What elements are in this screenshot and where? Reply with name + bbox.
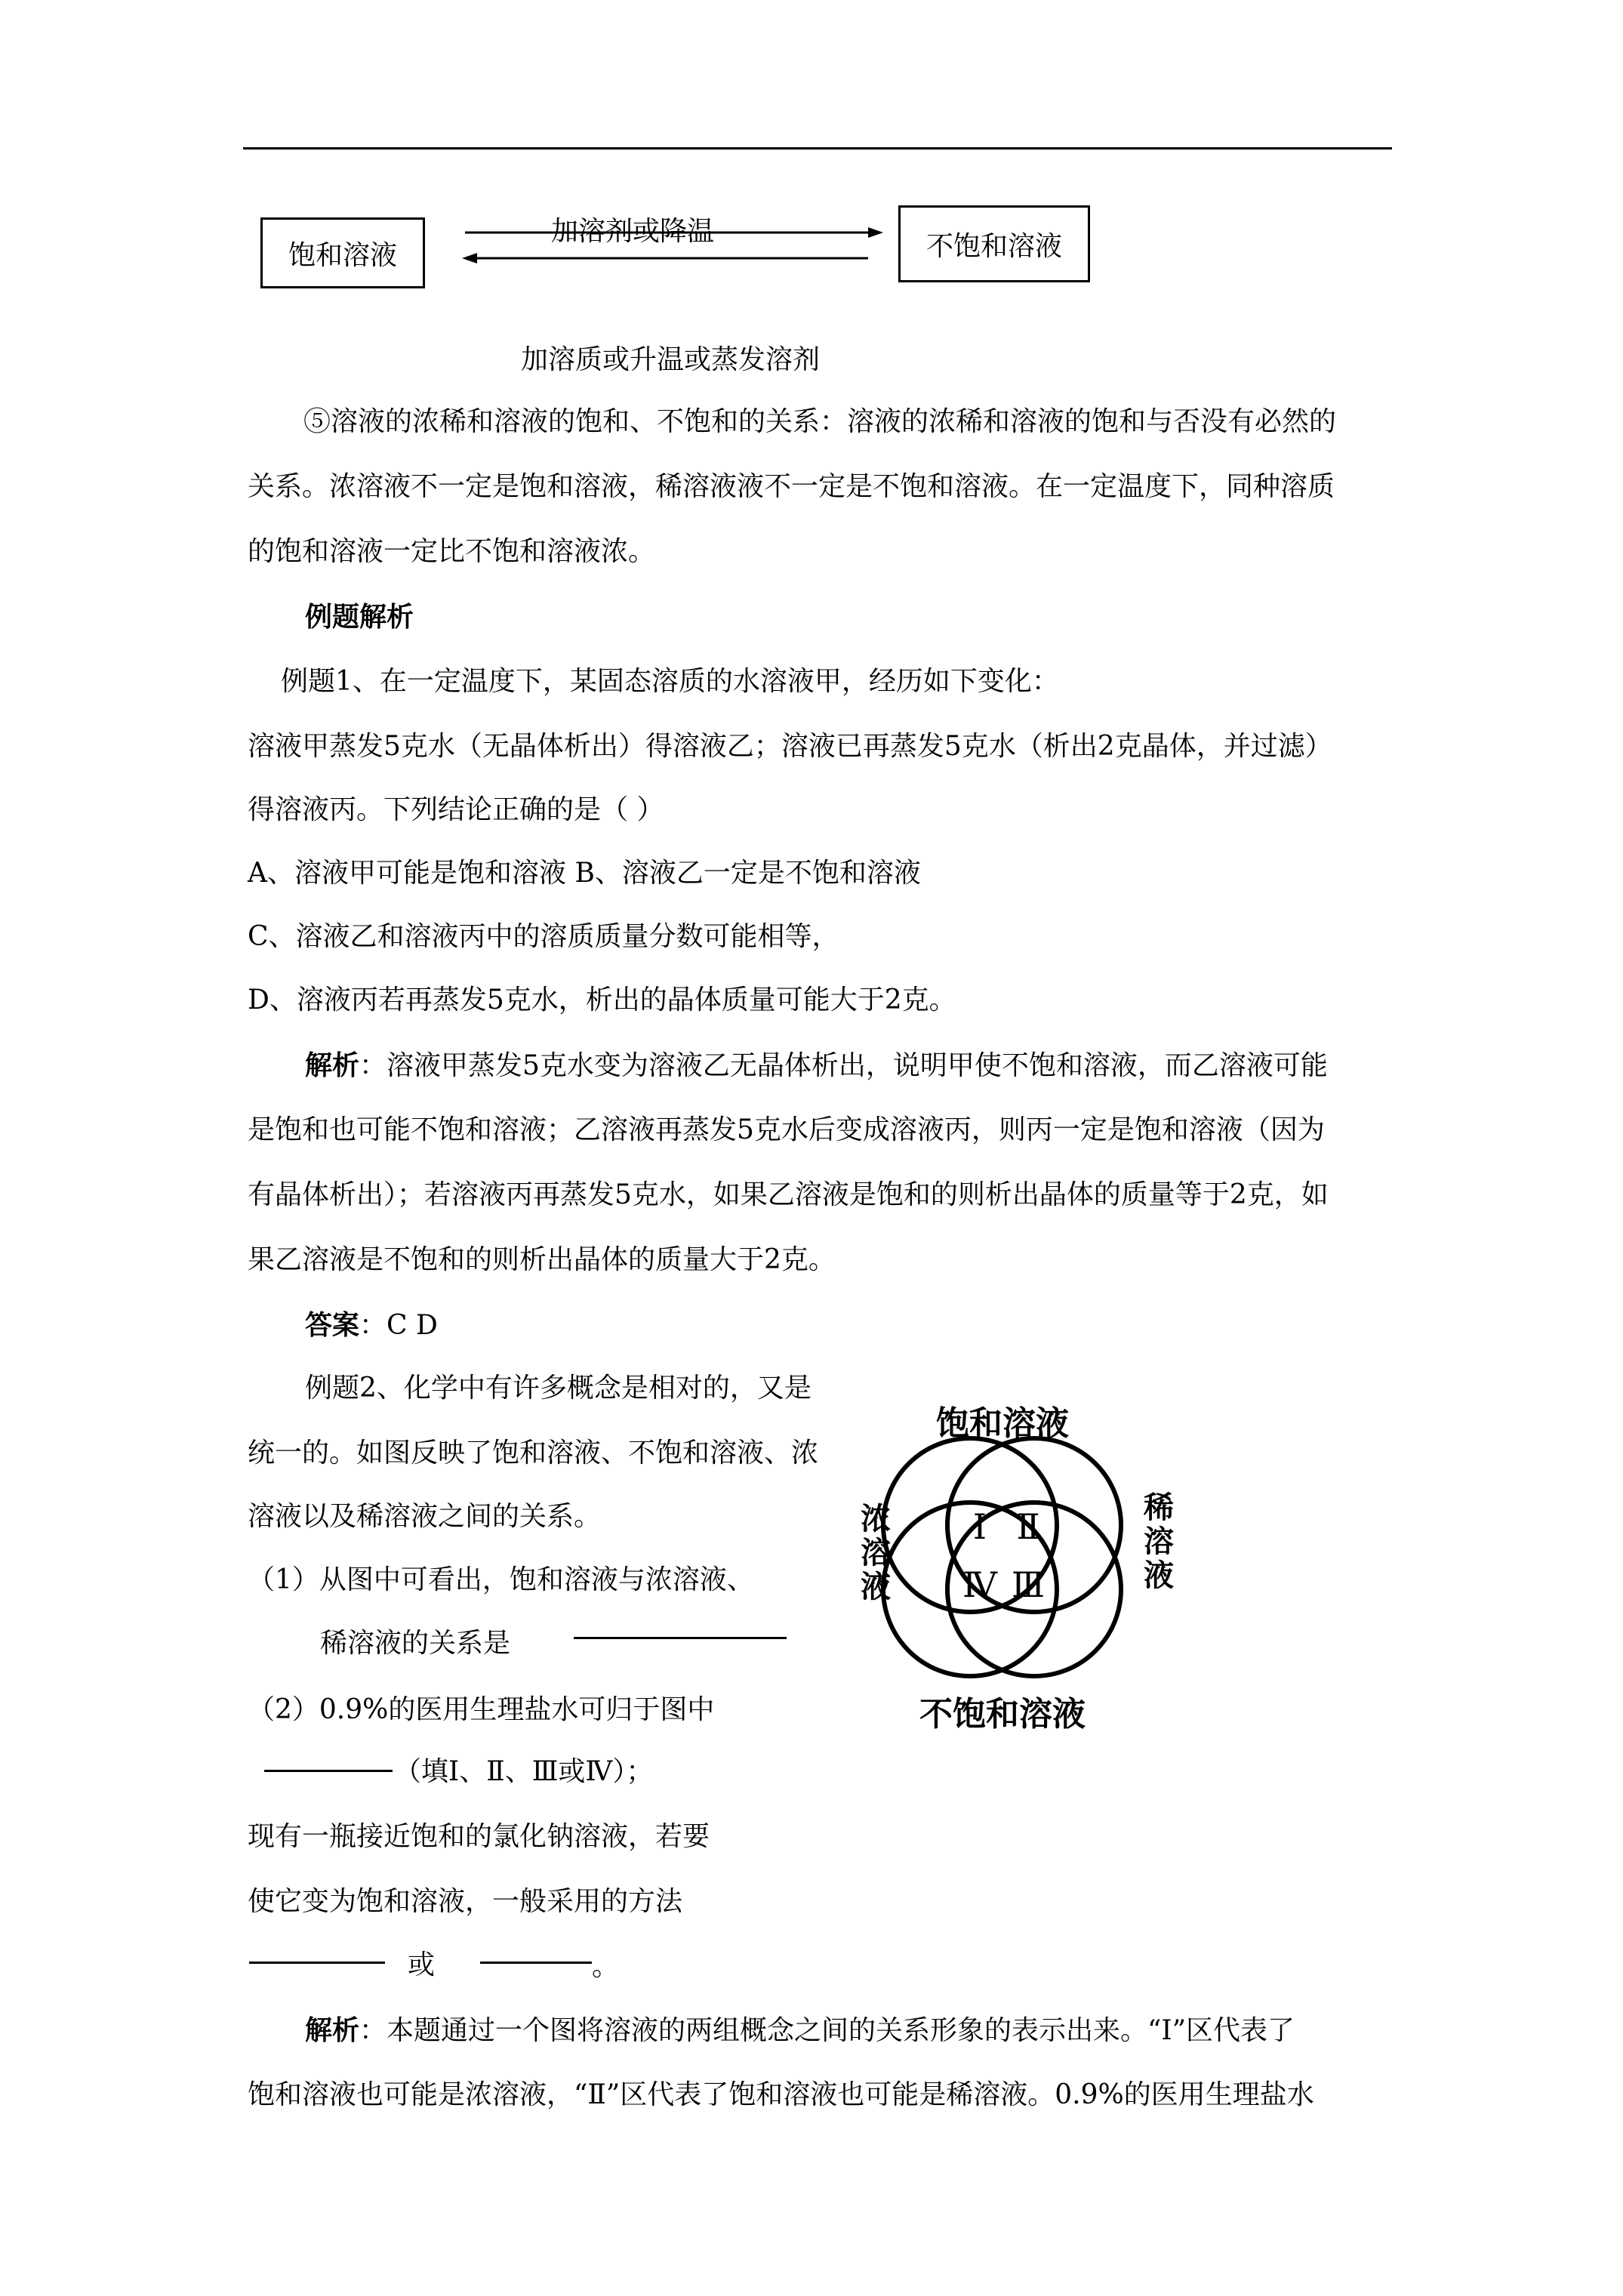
venn-region-3: Ⅲ (1011, 1564, 1046, 1605)
ex2-q2-line1: （2）0.9%的医用生理盐水可归于图中 (248, 1694, 715, 1725)
ex2-q1-line1: （1）从图中可看出，饱和溶液与浓溶液、 (248, 1564, 754, 1595)
ex2-q3-line1: 现有一瓶接近饱和的氯化钠溶液，若要 (248, 1821, 710, 1852)
ex1-option-c: C、溶液乙和溶液丙中的溶质质量分数可能相等， (248, 921, 839, 952)
ex2-q1-line2 (320, 1623, 510, 1664)
unsaturated-box-label: 不饱和溶液 (925, 230, 1062, 262)
ex2-q3-period: 。 (592, 1951, 620, 1982)
ex2-analysis-line2: 饱和溶液也可能是浓溶液，“Ⅱ”区代表了饱和溶液也可能是稀溶液。0.9%的医用生理盐水 (248, 2079, 1314, 2110)
ex1-answer (305, 1305, 438, 1346)
ex2-q2-line2: （填Ⅰ、Ⅱ、Ⅲ或Ⅳ）； (394, 1756, 654, 1787)
ex1-analysis-line2: 是饱和也可能不饱和溶液；乙溶液再蒸发5克水后变成溶液丙，则丙一定是饱和溶液（因为 (248, 1114, 1325, 1145)
ex2-intro-line2: 统一的。如图反映了饱和溶液、不饱和溶液、浓 (248, 1438, 819, 1469)
ex2-q1-blank (574, 1637, 787, 1639)
ex2-analysis-line1 (305, 2010, 1295, 2051)
saturated-box-label: 饱和溶液 (288, 239, 397, 271)
ex1-analysis-line1 (305, 1045, 1328, 1086)
ex2-intro-line1: 例题2、化学中有许多概念是相对的，又是 (305, 1373, 812, 1404)
venn-label-bottom: 不饱和溶液 (919, 1695, 1086, 1734)
ex2-q3-line2: 使它变为饱和溶液，一般采用的方法 (248, 1886, 683, 1917)
p5-line3: 的饱和溶液一定比不饱和溶液浓。 (248, 536, 656, 567)
venn-label-left-3: 液 (861, 1570, 891, 1604)
venn-region-1: Ⅰ (972, 1506, 987, 1547)
venn-label-left-1: 浓 (861, 1502, 891, 1536)
arrow-left-head (462, 253, 477, 264)
ex1-analysis-label: 解析 (305, 1049, 360, 1081)
arrow-right-head (868, 227, 883, 238)
ex1-answer-value: ：C D (359, 1310, 438, 1341)
unsaturated-box (898, 205, 1090, 282)
ex2-q3-or: 或 (408, 1949, 436, 1980)
ex1-answer-label: 答案 (305, 1309, 360, 1341)
venn-label-left-2: 溶 (861, 1536, 891, 1570)
p5-line1: ⑤溶液的浓稀和溶液的饱和、不饱和的关系：溶液的浓稀和溶液的饱和与否没有必然的 (303, 406, 1337, 437)
ex2-q1-text: 稀溶液的关系是 (320, 1628, 511, 1659)
ex1-option-a-b: A、溶液甲可能是饱和溶液 B、溶液乙一定是不饱和溶液 (248, 858, 921, 889)
ex1-question-line1: 例题1、在一定温度下，某固态溶质的水溶液甲，经历如下变化： (281, 666, 1059, 697)
ex2-analysis-label: 解析 (305, 2014, 360, 2046)
ex2-q2-blank (264, 1770, 393, 1772)
header-rule (243, 147, 1392, 149)
venn-region-4: Ⅳ (962, 1564, 997, 1605)
ex1-analysis-line3: 有晶体析出）；若溶液丙再蒸发5克水，如果乙溶液是饱和的则析出晶体的质量等于2克，如 (248, 1179, 1329, 1210)
venn-label-top: 饱和溶液 (936, 1404, 1069, 1443)
arrow-bottom-label: 加溶质或升温或蒸发溶剂 (521, 344, 821, 375)
saturated-box (260, 217, 425, 288)
arrow-top-label: 加溶剂或降温 (551, 216, 715, 247)
solution-venn-diagram (853, 1404, 1185, 1737)
venn-label-right-1: 稀 (1144, 1490, 1174, 1525)
ex1-question-line3: 得溶液丙。下列结论正确的是（ ） (248, 794, 664, 825)
venn-label-right-3: 液 (1144, 1558, 1174, 1593)
p5-line2: 关系。浓溶液不一定是饱和溶液，稀溶液液不一定是不饱和溶液。在一定温度下，同种溶质 (248, 471, 1335, 502)
section-title: 例题解析 (305, 601, 414, 633)
ex2-q3-blank2 (480, 1962, 592, 1964)
ex2-q3-blank1 (249, 1962, 385, 1964)
ex1-option-d: D、溶液丙若再蒸发5克水，析出的晶体质量可能大于2克。 (248, 985, 956, 1015)
venn-region-2: Ⅱ (1016, 1506, 1040, 1547)
ex2-intro-line3: 溶液以及稀溶液之间的关系。 (248, 1501, 602, 1532)
ex1-question-line2: 溶液甲蒸发5克水（无晶体析出）得溶液乙；溶液已再蒸发5克水（析出2克晶体，并过滤） (248, 731, 1332, 762)
ex2-analysis-text1: ：本题通过一个图将溶液的两组概念之间的关系形象的表示出来。“Ⅰ”区代表了 (359, 2015, 1295, 2046)
venn-label-right-2: 溶 (1144, 1524, 1174, 1559)
ex1-analysis-line4: 果乙溶液是不饱和的则析出晶体的质量大于2克。 (248, 1244, 836, 1275)
ex1-analysis-text1: ：溶液甲蒸发5克水变为溶液乙无晶体析出，说明甲使不饱和溶液，而乙溶液可能 (359, 1050, 1328, 1081)
